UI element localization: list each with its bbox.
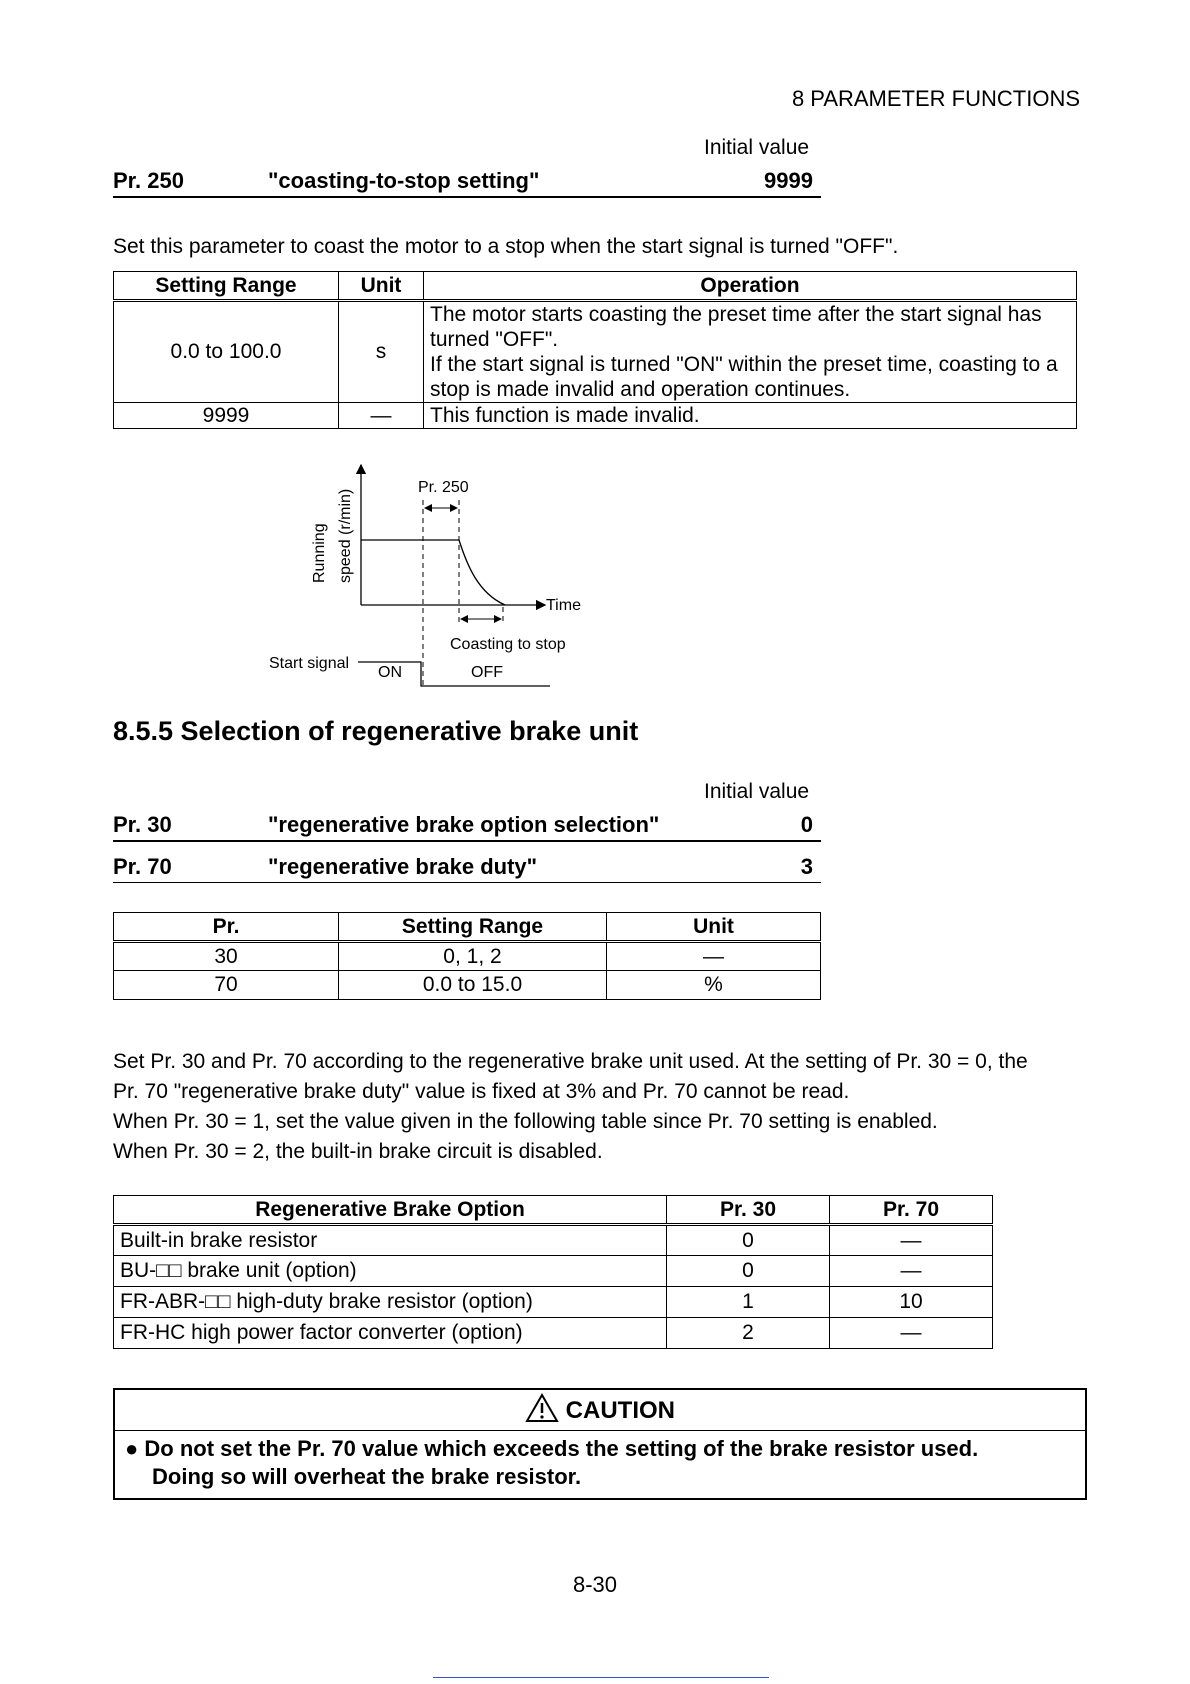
- page-number: 8-30: [572, 1572, 618, 1597]
- option-cell: FR-HC high power factor converter (option): [114, 1318, 667, 1349]
- pr70-cell: —: [830, 1318, 993, 1349]
- table-row: [114, 971, 821, 1000]
- paragraph-line: Set Pr. 30 and Pr. 70 according to the regenerative brake unit used. At the setting of Pr. 30 = 0, the: [113, 1050, 1028, 1073]
- col-header: Pr. 70: [830, 1196, 993, 1225]
- warning-icon: [525, 1393, 559, 1423]
- param-initial-value: 3: [800, 854, 813, 879]
- pr250-intro: Set this parameter to coast the motor to a stop when the start signal is turned "OFF".: [113, 235, 899, 258]
- table-row: [114, 1256, 993, 1287]
- pr70-cell: —: [830, 1256, 993, 1287]
- table-row: [114, 301, 1077, 403]
- pr-cell: 30: [114, 942, 339, 971]
- param-name: "regenerative brake option selection": [268, 812, 660, 837]
- operation-line: If the start signal is turned "ON" within the preset time, coasting to a: [430, 353, 1058, 376]
- range-cell: 0.0 to 15.0: [339, 971, 607, 1000]
- col-header: Setting Range: [339, 913, 607, 942]
- footer-divider: [433, 1677, 769, 1678]
- pr70-row: [113, 854, 821, 883]
- param-number: Pr. 70: [113, 854, 172, 879]
- initial-value-label: Initial value: [704, 136, 810, 159]
- caution-line: ● Do not set the Pr. 70 value which exceeds the setting of the brake resistor used.: [125, 1436, 979, 1461]
- caution-body: [115, 1431, 1085, 1491]
- y-label-line2: speed (r/min): [337, 488, 354, 583]
- pr30-70-table: [113, 912, 821, 1000]
- param-number: Pr. 250: [113, 168, 184, 193]
- col-header: Operation: [424, 272, 1077, 301]
- pr30-cell: 0: [667, 1256, 830, 1287]
- table-row: [114, 942, 821, 971]
- operation-line: The motor starts coasting the preset time after the start signal has: [430, 303, 1042, 326]
- range-cell: 9999: [114, 403, 339, 429]
- pr250-table: [113, 271, 1077, 429]
- col-header: Unit: [607, 913, 821, 942]
- col-header: Regenerative Brake Option: [114, 1196, 667, 1225]
- table-header-row: [114, 1196, 993, 1225]
- option-cell: FR-ABR-□□ high-duty brake resistor (option): [114, 1287, 667, 1318]
- caution-header: [115, 1390, 1085, 1431]
- operation-cell: [424, 301, 1077, 403]
- on-label: ON: [378, 664, 402, 681]
- option-cell: BU-□□ brake unit (option): [114, 1256, 667, 1287]
- table-header-row: [114, 272, 1077, 301]
- coasting-diagram: [250, 455, 610, 695]
- table-row: [114, 1318, 993, 1349]
- y-label-line1: Running: [311, 523, 328, 583]
- param-name: "coasting-to-stop setting": [268, 168, 540, 193]
- caution-box: [113, 1388, 1087, 1500]
- speed-curve: [361, 540, 505, 605]
- unit-cell: %: [607, 971, 821, 1000]
- param-number: Pr. 30: [113, 812, 172, 837]
- table-row: [114, 1225, 993, 1256]
- section-title: 8.5.5 Selection of regenerative brake unit: [113, 716, 639, 746]
- paragraph-line: When Pr. 30 = 1, set the value given in the following table since Pr. 70 setting is enabled.: [113, 1110, 938, 1133]
- paragraph-line: Pr. 70 "regenerative brake duty" value is fixed at 3% and Pr. 70 cannot be read.: [113, 1080, 850, 1103]
- param-initial-value: 9999: [764, 168, 813, 193]
- off-label: OFF: [471, 664, 503, 681]
- operation-line: stop is made invalid and operation continues.: [430, 378, 851, 401]
- col-header: Pr.: [114, 913, 339, 942]
- unit-cell: —: [607, 942, 821, 971]
- paragraph-line: When Pr. 30 = 2, the built-in brake circuit is disabled.: [113, 1140, 603, 1163]
- operation-line: turned "OFF".: [430, 328, 559, 351]
- table-header-row: [114, 913, 821, 942]
- col-header: Pr. 30: [667, 1196, 830, 1225]
- brake-option-table: [113, 1195, 993, 1349]
- pr70-cell: 10: [830, 1287, 993, 1318]
- unit-cell: s: [339, 301, 424, 403]
- col-header: Setting Range: [114, 272, 339, 301]
- param-name: "regenerative brake duty": [268, 854, 538, 879]
- pr250-diagram-label: Pr. 250: [418, 479, 469, 496]
- param-initial-value: 0: [800, 812, 813, 837]
- pr30-cell: 0: [667, 1225, 830, 1256]
- option-cell: Built-in brake resistor: [114, 1225, 667, 1256]
- col-header: Unit: [339, 272, 424, 301]
- description-paragraph: [113, 1047, 1028, 1167]
- range-cell: 0.0 to 100.0: [114, 301, 339, 403]
- pr30-cell: 2: [667, 1318, 830, 1349]
- table-row: [114, 403, 1077, 429]
- pr30-cell: 1: [667, 1287, 830, 1318]
- pr70-cell: —: [830, 1225, 993, 1256]
- table-row: [114, 1287, 993, 1318]
- start-signal-label: Start signal: [269, 655, 350, 672]
- page-header: 8 PARAMETER FUNCTIONS: [791, 86, 1080, 111]
- pr-cell: 70: [114, 971, 339, 1000]
- caution-line: Doing so will overheat the brake resistor.: [152, 1464, 582, 1489]
- initial-value-label: Initial value: [704, 780, 810, 803]
- operation-cell: This function is made invalid.: [424, 403, 1077, 429]
- coasting-label: Coasting to stop: [450, 636, 566, 653]
- time-label: Time: [546, 597, 581, 614]
- unit-cell: —: [339, 403, 424, 429]
- pr30-row: [113, 812, 821, 842]
- caution-title: CAUTION: [565, 1397, 675, 1424]
- range-cell: 0, 1, 2: [339, 942, 607, 971]
- pr250-row: [113, 168, 821, 198]
